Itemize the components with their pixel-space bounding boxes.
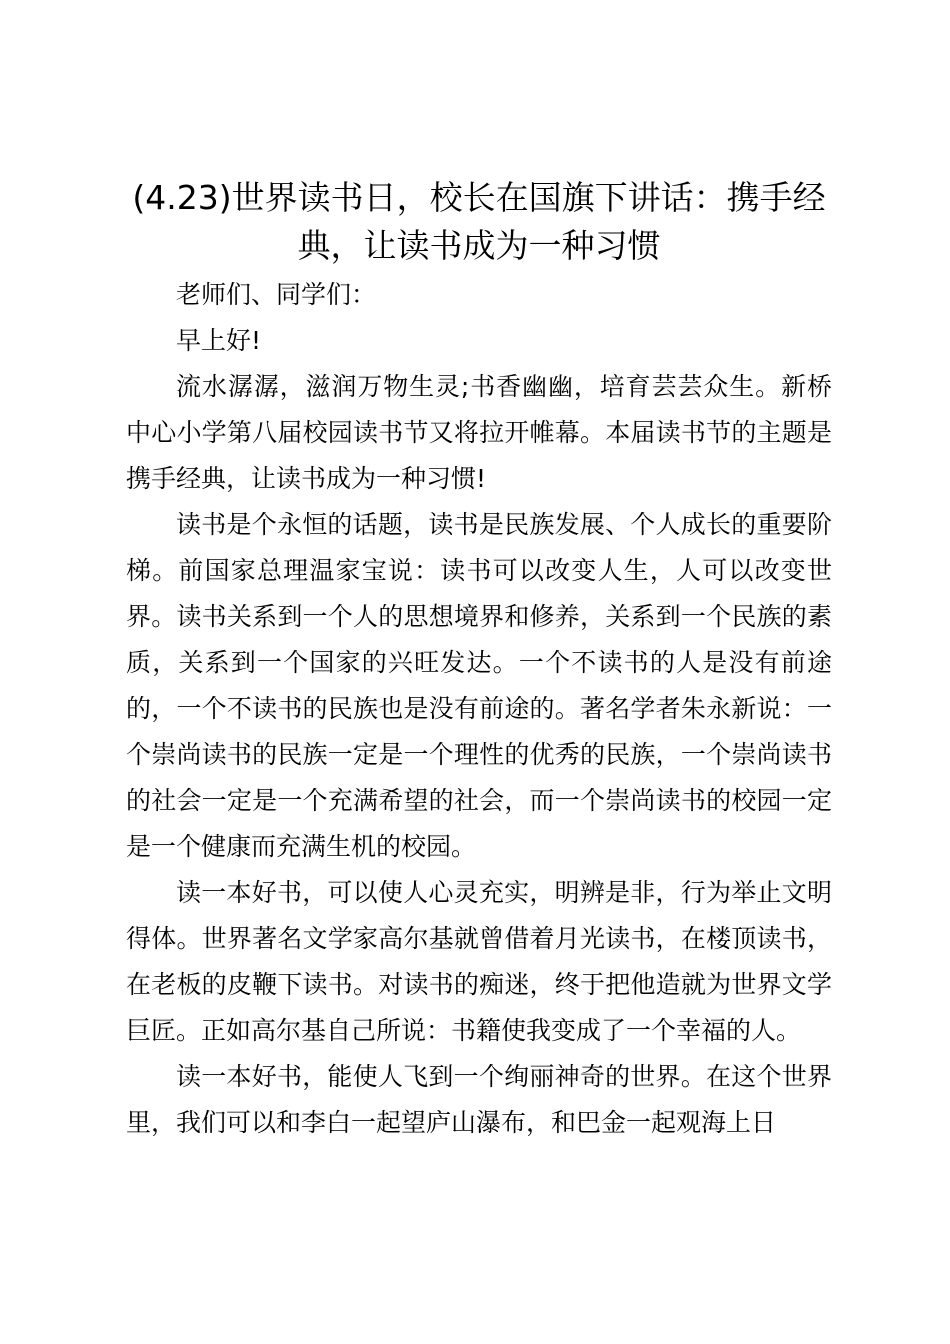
document-body [126, 272, 832, 1146]
document-page [126, 174, 832, 1146]
paragraph-reading-importance: 读书是个永恒的话题，读书是民族发展、个人成长的重要阶梯。前国家总理温家宝说：读书可以改变人生，人可以改变世界。读书关系到一个人的思想境界和修养，关系到一个民族的素质，关系到一个国家的兴旺发达。一个不读书的人是没有前途的，一个不读书的民族也是没有前途的。著名学者朱永新说：一个崇尚读书的民族一定是一个理性的优秀的民族，一个崇尚读书的社会一定是一个充满希望的社会，而一个崇尚读书的校园一定是一个健康而充满生机的校园。 [126, 510, 832, 861]
paragraph-good-morning: 早上好! [176, 326, 262, 355]
document-title: (4.23)世界读书日，校长在国旗下讲话：携手经典，让读书成为一种习惯 [132, 178, 826, 265]
paragraph-reading-festival: 流水潺潺，滋润万物生灵;书香幽幽，培育芸芸众生。新桥中心小学第八届校园读书节又将拉开帷幕。本届读书节的主题是携手经典，让读书成为一种习惯! [126, 372, 832, 493]
paragraph-good-book-gorky: 读一本好书，可以使人心灵充实，明辨是非，行为举止文明得体。世界著名文学家高尔基就曾借着月光读书，在楼顶读书，在老板的皮鞭下读书。对读书的痴迷，终于把他造就为世界文学巨匠。正如高尔基自己所说：书籍使我变成了一个幸福的人。 [126, 878, 832, 1045]
paragraph-greeting: 老师们、同学们： [176, 280, 377, 309]
paragraph-good-book-world: 读一本好书，能使人飞到一个绚丽神奇的世界。在这个世界里，我们可以和李白一起望庐山瀑布，和巴金一起观海上日 [126, 1062, 832, 1137]
